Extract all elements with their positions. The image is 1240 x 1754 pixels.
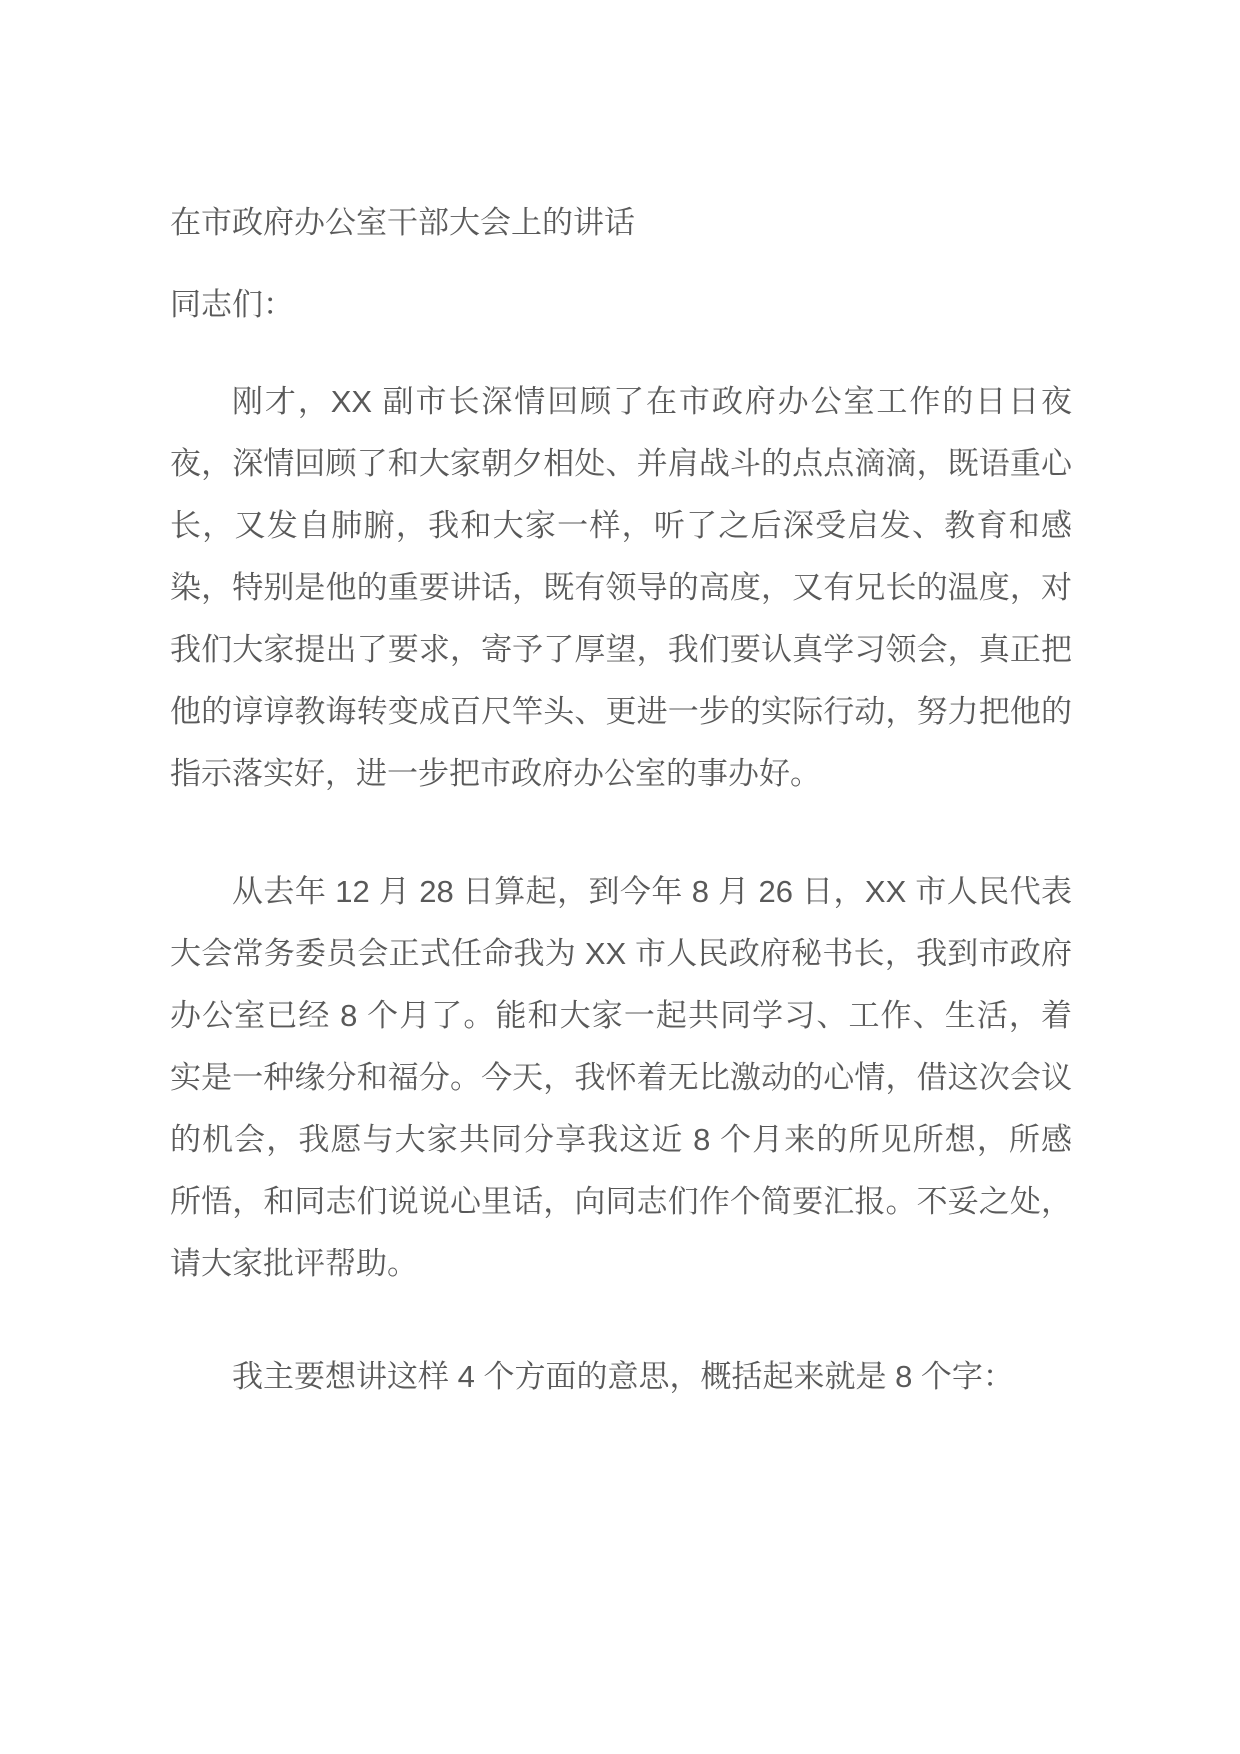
paragraph-3: 我主要想讲这样 4 个方面的意思，概括起来就是 8 个字： [232,1359,1014,1394]
paragraph-2: 从去年 12 月 28 日算起，到今年 8 月 26 日，XX 市人民代表大会常务委员会正式任命我为 XX 市人民政府秘书长，我到市政府办公室已经 8 个月了。能和大家一起共同学习、工作、生活，着实是一种缘分和福分。今天，我怀着无比激动的心情，借这次会议的机会，我愿与大家共同分享我这近 8 个月来的所见所想，所感所悟，和同志们说说心里话，向同志们作个简要汇报。不妥之处，请大家批评帮助。 [170,874,1072,1281]
paragraph-1: 刚才，XX 副市长深情回顾了在市政府办公室工作的日日夜夜，深情回顾了和大家朝夕相处、并肩战斗的点点滴滴，既语重心长，又发自肺腑，我和大家一样，听了之后深受启发、教育和感染，特别是他的重要讲话，既有领导的高度，又有兄长的温度，对我们大家提出了要求，寄予了厚望，我们要认真学习领会，真正把他的谆谆教诲转变成百尺竿头、更进一步的实际行动，努力把他的指示落实好，进一步把市政府办公室的事办好。 [170,384,1072,791]
document-title: 在市政府办公室干部大会上的讲话 [170,205,635,240]
salutation-line: 同志们： [170,287,294,322]
